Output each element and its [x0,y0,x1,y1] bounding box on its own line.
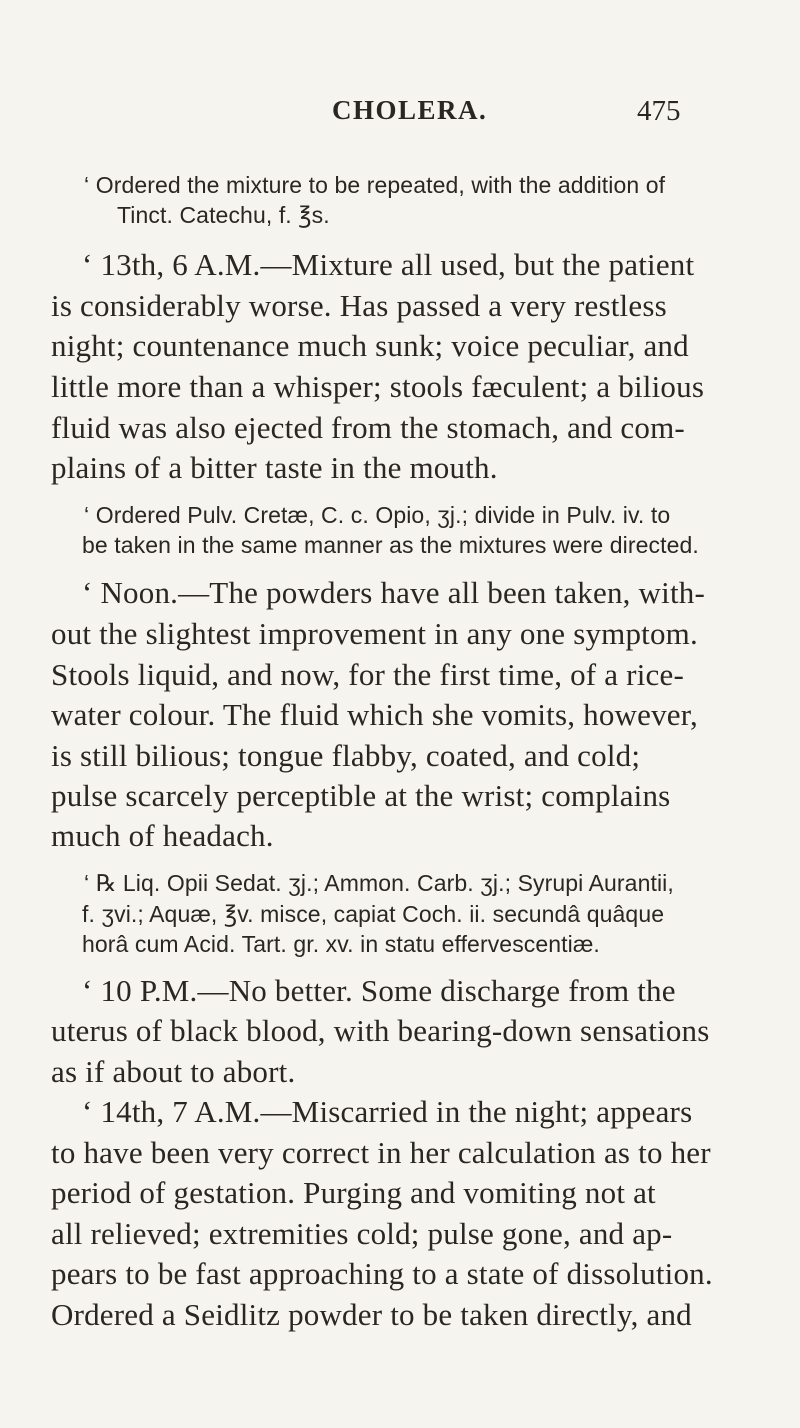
text-line: Ordered a Seidlitz powder to be taken directly, and [51,1297,692,1332]
text-line: pears to be fast approaching to a state of dissolution. [51,1256,713,1291]
text-line: little more than a whisper; stools fæculent; a bilious [51,369,705,404]
page-number: 475 [637,95,681,127]
text-line: Stools liquid, and now, for the first time, of a rice- [51,657,684,692]
text-line: is considerably worse. Has passed a very restless [51,288,667,323]
text-line: ‘ 14th, 7 A.M.—Miscarried in the night; appears [82,1094,693,1129]
text-line: be taken in the same manner as the mixtures were directed. [82,532,699,558]
text-line: period of gestation. Purging and vomiting not at [51,1175,656,1210]
text-line: ‘ Ordered Pulv. Cretæ, C. c. Opio, ʒj.; divide in Pulv. iv. to [84,502,671,528]
text-line: all relieved; extremities cold; pulse gone, and ap- [51,1216,673,1251]
text-line: plains of a bitter taste in the mouth. [51,450,498,485]
text-line: to have been very correct in her calculation as to her [51,1135,711,1170]
text-line: as if about to abort. [51,1054,296,1089]
text-line: ‘ Noon.—The powders have all been taken, with- [82,575,705,610]
text-line: fluid was also ejected from the stomach, and com- [51,410,685,445]
text-line: pulse scarcely perceptible at the wrist; complains [51,778,671,813]
text-line: Tinct. Catechu, f. ℥s. [117,202,330,228]
text-line: water colour. The fluid which she vomits, however, [51,697,698,732]
text-line: out the slightest improvement in any one symptom. [51,616,698,651]
text-line: ‘ Ordered the mixture to be repeated, with the addition of [84,172,666,198]
text-line: much of headach. [51,818,274,853]
text-line: f. ʒvi.; Aquæ, ℥v. misce, capiat Coch. ii. secundâ quâque [82,901,665,927]
text-line: ‘ 13th, 6 A.M.—Mixture all used, but the patient [82,247,695,282]
text-line: ‘ 10 P.M.—No better. Some discharge from the [82,973,676,1008]
text-line: uterus of black blood, with bearing-down sensations [51,1013,710,1048]
text-line: is still bilious; tongue flabby, coated, and cold; [51,738,641,773]
text-line: night; countenance much sunk; voice peculiar, and [51,328,689,363]
running-head: CHOLERA. [332,95,488,125]
page-header [0,95,800,135]
text-line: horâ cum Acid. Tart. gr. xv. in statu effervescentiæ. [82,931,600,957]
text-line: ‘ ℞ Liq. Opii Sedat. ʒj.; Ammon. Carb. ʒj.; Syrupi Aurantii, [84,870,674,896]
